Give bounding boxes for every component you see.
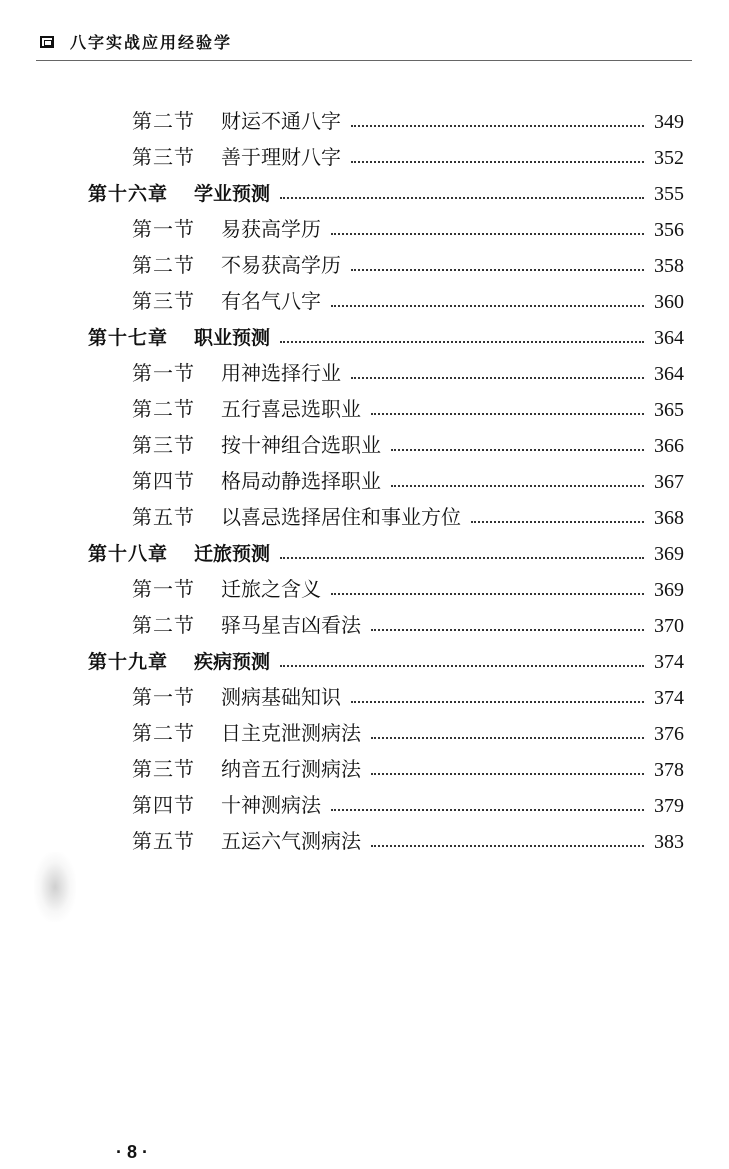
entry-label bbox=[132, 609, 361, 638]
entry-label bbox=[132, 105, 341, 134]
entry-page-number: 379 bbox=[654, 795, 684, 817]
toc-section-entry bbox=[132, 428, 692, 458]
toc-chapter-entry bbox=[88, 320, 692, 350]
entry-title: 用神选择行业 bbox=[221, 361, 341, 385]
entry-title: 纳音五行测病法 bbox=[221, 757, 361, 781]
book-icon bbox=[40, 36, 54, 48]
entry-label bbox=[132, 429, 381, 458]
entry-page-number: 368 bbox=[654, 507, 684, 529]
entry-number: 第十九章 bbox=[88, 651, 169, 673]
dot-leader bbox=[371, 737, 644, 739]
entry-page-number: 360 bbox=[654, 291, 684, 313]
toc-section-entry bbox=[132, 788, 692, 818]
entry-title: 日主克泄测病法 bbox=[221, 721, 361, 745]
entry-page-number: 364 bbox=[654, 363, 684, 385]
entry-title: 职业预测 bbox=[194, 327, 271, 349]
entry-title: 迁旅预测 bbox=[194, 543, 271, 565]
entry-page-number: 376 bbox=[654, 723, 684, 745]
entry-label bbox=[132, 141, 341, 170]
entry-label bbox=[132, 717, 361, 746]
scan-smudge bbox=[34, 852, 76, 922]
entry-number: 第二节 bbox=[132, 253, 195, 277]
dot-leader bbox=[351, 269, 644, 271]
entry-number: 第十六章 bbox=[88, 183, 169, 205]
entry-page-number: 370 bbox=[654, 615, 684, 637]
header-divider bbox=[36, 60, 692, 61]
entry-number: 第一节 bbox=[132, 577, 195, 601]
toc-section-entry bbox=[132, 716, 692, 746]
entry-number: 第四节 bbox=[132, 793, 195, 817]
toc-section-entry bbox=[132, 824, 692, 854]
entry-title: 财运不通八字 bbox=[221, 109, 341, 133]
entry-number: 第四节 bbox=[132, 469, 195, 493]
toc-section-entry bbox=[132, 608, 692, 638]
entry-page-number: 364 bbox=[654, 327, 684, 349]
entry-page-number: 352 bbox=[654, 147, 684, 169]
entry-title: 易获高学历 bbox=[221, 217, 321, 241]
toc-chapter-entry bbox=[88, 644, 692, 674]
entry-number: 第二节 bbox=[132, 397, 195, 421]
dot-leader bbox=[391, 449, 644, 451]
dot-leader bbox=[371, 413, 644, 415]
entry-label bbox=[132, 753, 361, 782]
toc-chapter-entry bbox=[88, 536, 692, 566]
entry-number: 第一节 bbox=[132, 217, 195, 241]
entry-number: 第五节 bbox=[132, 505, 195, 529]
dot-leader bbox=[351, 125, 644, 127]
entry-title: 有名气八字 bbox=[221, 289, 321, 313]
toc-section-entry bbox=[132, 392, 692, 422]
entry-page-number: 374 bbox=[654, 687, 684, 709]
entry-page-number: 358 bbox=[654, 255, 684, 277]
entry-number: 第二节 bbox=[132, 109, 195, 133]
entry-number: 第三节 bbox=[132, 757, 195, 781]
dot-leader bbox=[331, 305, 644, 307]
toc-section-entry bbox=[132, 248, 692, 278]
entry-title: 按十神组合选职业 bbox=[221, 433, 381, 457]
entry-label bbox=[132, 465, 381, 494]
dot-leader bbox=[280, 197, 644, 199]
entry-number: 第十七章 bbox=[88, 327, 169, 349]
entry-number: 第二节 bbox=[132, 613, 195, 637]
entry-label bbox=[132, 681, 341, 710]
page-number: · 8 · bbox=[116, 1142, 149, 1162]
toc-section-entry bbox=[132, 464, 692, 494]
toc-section-entry bbox=[132, 212, 692, 242]
dot-leader bbox=[471, 521, 644, 523]
entry-page-number: 355 bbox=[654, 183, 684, 205]
dot-leader bbox=[331, 809, 644, 811]
entry-title: 格局动静选择职业 bbox=[221, 469, 381, 493]
toc-chapter-entry bbox=[88, 176, 692, 206]
entry-title: 测病基础知识 bbox=[221, 685, 341, 709]
entry-number: 第五节 bbox=[132, 829, 195, 853]
entry-label bbox=[88, 539, 270, 566]
entry-title: 善于理财八字 bbox=[221, 145, 341, 169]
toc-section-entry bbox=[132, 680, 692, 710]
entry-number: 第一节 bbox=[132, 361, 195, 385]
dot-leader bbox=[371, 773, 644, 775]
dot-leader bbox=[351, 161, 644, 163]
entry-title: 十神测病法 bbox=[221, 793, 321, 817]
dot-leader bbox=[331, 593, 644, 595]
toc-section-entry bbox=[132, 572, 692, 602]
dot-leader bbox=[280, 665, 644, 667]
entry-page-number: 365 bbox=[654, 399, 684, 421]
entry-number: 第一节 bbox=[132, 685, 195, 709]
dot-leader bbox=[351, 701, 644, 703]
toc-section-entry bbox=[132, 752, 692, 782]
entry-page-number: 374 bbox=[654, 651, 684, 673]
entry-title: 疾病预测 bbox=[194, 651, 271, 673]
entry-label bbox=[132, 213, 321, 242]
entry-label bbox=[132, 501, 461, 530]
entry-page-number: 378 bbox=[654, 759, 684, 781]
dot-leader bbox=[351, 377, 644, 379]
entry-page-number: 356 bbox=[654, 219, 684, 241]
dot-leader bbox=[371, 629, 644, 631]
entry-page-number: 383 bbox=[654, 831, 684, 853]
book-title: 八字实战应用经验学 bbox=[70, 33, 233, 52]
dot-leader bbox=[331, 233, 644, 235]
toc-section-entry bbox=[132, 500, 692, 530]
dot-leader bbox=[371, 845, 644, 847]
entry-label bbox=[132, 789, 321, 818]
entry-number: 第二节 bbox=[132, 721, 195, 745]
toc-section-entry bbox=[132, 104, 692, 134]
entry-number: 第三节 bbox=[132, 145, 195, 169]
entry-title: 不易获高学历 bbox=[221, 253, 341, 277]
entry-number: 第三节 bbox=[132, 433, 195, 457]
entry-label bbox=[132, 249, 341, 278]
entry-page-number: 367 bbox=[654, 471, 684, 493]
toc-section-entry bbox=[132, 356, 692, 386]
entry-label bbox=[132, 573, 321, 602]
entry-page-number: 369 bbox=[654, 543, 684, 565]
entry-label bbox=[132, 285, 321, 314]
dot-leader bbox=[280, 341, 644, 343]
entry-title: 五运六气测病法 bbox=[221, 829, 361, 853]
entry-label bbox=[132, 825, 361, 854]
toc-section-entry bbox=[132, 284, 692, 314]
entry-label bbox=[88, 647, 270, 674]
entry-label bbox=[132, 357, 341, 386]
entry-label bbox=[88, 179, 270, 206]
entry-title: 以喜忌选择居住和事业方位 bbox=[221, 505, 461, 529]
entry-title: 驿马星吉凶看法 bbox=[221, 613, 361, 637]
entry-label bbox=[132, 393, 361, 422]
entry-page-number: 349 bbox=[654, 111, 684, 133]
entry-title: 五行喜忌选职业 bbox=[221, 397, 361, 421]
running-header bbox=[40, 30, 232, 53]
entry-page-number: 369 bbox=[654, 579, 684, 601]
entry-label bbox=[88, 323, 270, 350]
dot-leader bbox=[280, 557, 644, 559]
entry-title: 迁旅之含义 bbox=[221, 577, 321, 601]
toc-section-entry bbox=[132, 140, 692, 170]
entry-number: 第十八章 bbox=[88, 543, 169, 565]
entry-number: 第三节 bbox=[132, 289, 195, 313]
dot-leader bbox=[391, 485, 644, 487]
entry-title: 学业预测 bbox=[194, 183, 271, 205]
entry-page-number: 366 bbox=[654, 435, 684, 457]
